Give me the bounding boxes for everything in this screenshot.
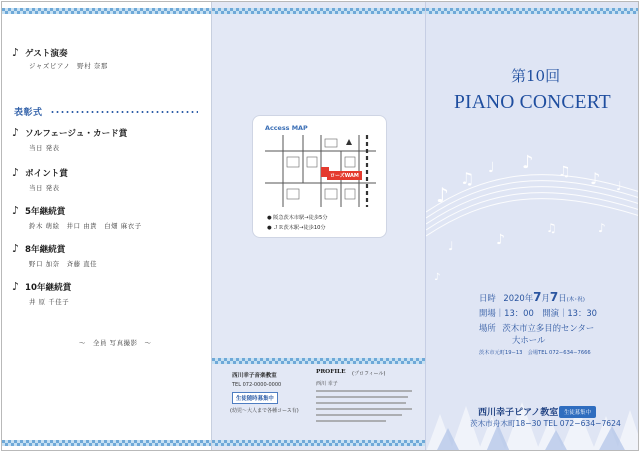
guest-detail: ジャズピアノ 野村 奈那 <box>29 62 108 70</box>
venue-line1: 茨木市立多目的センター <box>502 323 595 333</box>
map-title: Access MAP <box>265 124 308 132</box>
event-date-row <box>479 290 585 304</box>
profile-sub: (プロフィール) <box>352 371 386 377</box>
cover-school-name: 西川幸子ピアノ教室 <box>478 408 559 418</box>
music-note-icon: ♪ <box>12 166 20 179</box>
venue-label: 場所 <box>479 323 496 333</box>
date-month-unit: 月 <box>541 293 550 303</box>
venue-address: 茨木市元町19−13 会場TEL 072−634−7666 <box>479 350 591 356</box>
date-day-unit: 日 <box>558 293 567 303</box>
concert-number: 第10回 <box>511 67 561 85</box>
award-title: ポイント賞 <box>25 169 68 179</box>
award-names: 当日 発表 <box>29 144 60 152</box>
date-weekday: (木･祝) <box>566 297 585 303</box>
award-title: 8年継続賞 <box>25 245 66 255</box>
landmark-marker <box>346 139 352 145</box>
bottom-strip <box>212 440 425 446</box>
music-staff-graphic <box>426 152 639 302</box>
photo-note: 〜 全員 写真撮影 〜 <box>79 339 152 347</box>
music-note-icon: ♪ <box>12 126 20 139</box>
svg-text:♪: ♪ <box>590 169 601 188</box>
award-names: 鈴木 萌絵 井口 由貴 白畑 麻衣子 <box>29 222 142 230</box>
award-names: 井 原 千佳子 <box>29 298 70 306</box>
svg-text:♫: ♫ <box>546 221 557 235</box>
dotted-rule <box>50 111 198 113</box>
access-map <box>263 133 378 208</box>
svg-text:♩: ♩ <box>616 179 622 193</box>
award-title: 5年継続賞 <box>25 207 66 217</box>
event-times: 開場｜13：00 開演｜13：30 <box>479 308 598 318</box>
music-note-icon: ♪ <box>12 46 20 59</box>
legend-hankyu: ● 阪急茨木市駅→徒歩5分 <box>267 215 328 221</box>
cover-panel <box>426 2 639 451</box>
award-names: 野口 加奈 斉藤 直佳 <box>29 260 98 268</box>
bottom-strip <box>2 440 211 446</box>
guest-heading: ゲスト演奏 <box>25 49 68 59</box>
middle-panel <box>212 2 426 451</box>
svg-text:♪: ♪ <box>436 183 449 207</box>
music-note-icon: ♪ <box>12 204 20 217</box>
brochure-sheet <box>1 1 639 451</box>
triangle-pattern <box>426 352 639 451</box>
award-title: ソルフェージュ・カード賞 <box>25 129 128 139</box>
concert-title: PIANO CONCERT <box>454 92 611 113</box>
svg-text:♪: ♪ <box>598 221 606 235</box>
venue-label: ローズWAM <box>327 171 362 180</box>
date-day: 7 <box>549 290 559 304</box>
school-tel: TEL 072-0000-0000 <box>232 382 282 388</box>
legend-jr: ● ＪＲ茨木駅→徒歩10分 <box>267 225 326 231</box>
svg-text:♪: ♪ <box>496 232 505 248</box>
music-note-icon: ♪ <box>12 242 20 255</box>
middle-strip <box>212 358 425 364</box>
svg-text:♪: ♪ <box>434 272 441 283</box>
svg-text:♩: ♩ <box>448 239 454 253</box>
top-strip <box>212 8 425 14</box>
school-name: 西川幸子音楽教室 <box>232 373 277 379</box>
venue-line2: 大ホール <box>512 335 546 345</box>
profile-name: 西川 幸子 <box>316 381 338 387</box>
date-month: 7 <box>533 290 542 304</box>
svg-text:♪: ♪ <box>522 152 534 173</box>
recruit-badge: 生徒募集中 <box>559 406 596 418</box>
music-note-icon: ♪ <box>12 280 20 293</box>
profile-text-lines <box>316 388 416 422</box>
section-title: 表彰式 <box>14 108 43 118</box>
date-prefix: 2020年 <box>503 293 534 303</box>
top-strip <box>426 8 639 14</box>
award-title: 10年継続賞 <box>25 283 72 293</box>
svg-text:♫: ♫ <box>558 164 571 180</box>
venue-row <box>479 322 594 334</box>
svg-text:♫: ♫ <box>460 169 475 188</box>
date-label: 日時 <box>479 293 496 303</box>
left-panel <box>2 2 212 451</box>
access-map-card <box>252 115 387 238</box>
cover-school-address: 茨木市舟木町18−30 TEL 072−634−7624 <box>470 419 621 428</box>
top-strip <box>2 8 211 14</box>
recruit-label: 生徒随時募集中 <box>232 392 278 404</box>
recruit-note: (幼児〜大人まで各種コース有) <box>230 408 299 414</box>
award-names: 当日 発表 <box>29 184 60 192</box>
svg-text:♩: ♩ <box>488 160 495 176</box>
profile-heading: PROFILE <box>316 369 346 375</box>
